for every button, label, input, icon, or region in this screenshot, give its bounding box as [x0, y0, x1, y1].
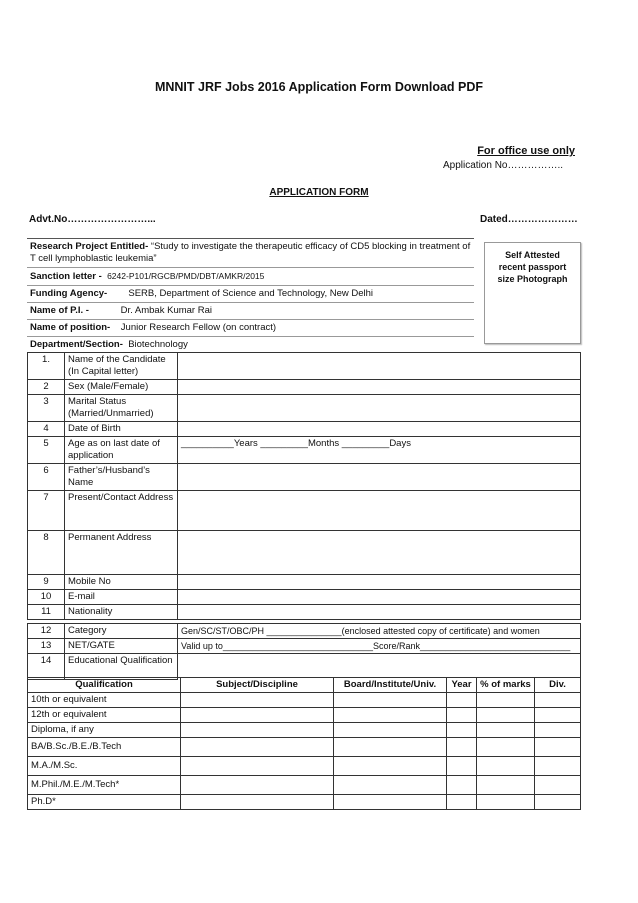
- position-name: [27, 320, 474, 337]
- table-row: [28, 708, 581, 723]
- table-cell[interactable]: [535, 795, 581, 810]
- row-number: 8: [28, 531, 65, 575]
- table-row: [28, 654, 581, 680]
- table-cell[interactable]: [181, 738, 334, 757]
- table-cell[interactable]: [535, 723, 581, 738]
- column-header: Board/Institute/Univ.: [334, 678, 447, 693]
- position-name-label: Name of position-: [30, 322, 111, 333]
- table-cell[interactable]: [535, 708, 581, 723]
- table-row: [28, 491, 581, 531]
- qualification-label: Ph.D*: [28, 795, 181, 810]
- column-header: % of marks: [477, 678, 535, 693]
- table-row: [28, 795, 581, 810]
- table-cell[interactable]: [334, 795, 447, 810]
- table-cell[interactable]: [535, 776, 581, 795]
- row-number: 6: [28, 464, 65, 491]
- table-cell[interactable]: [447, 757, 477, 776]
- nationality-field[interactable]: [178, 605, 581, 620]
- permanent-address-field[interactable]: [178, 531, 581, 575]
- field-label: Name of the Candidate (In Capital letter): [65, 353, 178, 380]
- table-cell[interactable]: [447, 693, 477, 708]
- field-label: Marital Status (Married/Unmarried): [65, 395, 178, 422]
- education-field: [178, 654, 581, 680]
- dob-field[interactable]: [178, 422, 581, 437]
- table-cell[interactable]: [181, 723, 334, 738]
- table-row: [28, 380, 581, 395]
- table-cell[interactable]: [447, 708, 477, 723]
- funding-agency-value: SERB, Department of Science and Technology, New Delhi: [128, 288, 374, 299]
- advt-number: Advt.No……………………...: [29, 214, 156, 225]
- marital-status-field[interactable]: [178, 395, 581, 422]
- table-cell[interactable]: [334, 708, 447, 723]
- column-header: Qualification: [28, 678, 181, 693]
- row-number: 9: [28, 575, 65, 590]
- table-row: [28, 575, 581, 590]
- table-cell[interactable]: [535, 738, 581, 757]
- field-label: NET/GATE: [65, 639, 178, 654]
- photo-line-2: recent passport: [498, 262, 567, 272]
- table-cell[interactable]: [477, 693, 535, 708]
- table-row: [28, 605, 581, 620]
- pi-name-value: Dr. Ambak Kumar Rai: [120, 305, 212, 316]
- table-cell[interactable]: [477, 723, 535, 738]
- table-cell[interactable]: [334, 776, 447, 795]
- sex-field[interactable]: [178, 380, 581, 395]
- row-number: 4: [28, 422, 65, 437]
- photo-line-3: size Photograph: [497, 274, 568, 284]
- table-row: [28, 437, 581, 464]
- row-number: 1.: [28, 353, 65, 380]
- table-cell[interactable]: [447, 723, 477, 738]
- table-cell[interactable]: [535, 757, 581, 776]
- table-cell[interactable]: [447, 795, 477, 810]
- table-row: [28, 757, 581, 776]
- table-row: [28, 776, 581, 795]
- pi-name-label: Name of P.I. -: [30, 305, 89, 316]
- qualification-label: 10th or equivalent: [28, 693, 181, 708]
- candidate-details-table: [27, 352, 581, 620]
- sanction-letter-value: 6242-P101/RGCB/PMD/DBT/AMKR/2015: [107, 271, 265, 281]
- row-number: 3: [28, 395, 65, 422]
- table-cell[interactable]: [477, 776, 535, 795]
- department-value: Biotechnology: [128, 339, 188, 350]
- qualification-label: M.Phil./M.E./M.Tech*: [28, 776, 181, 795]
- table-cell[interactable]: [181, 757, 334, 776]
- qualification-label: M.A./M.Sc.: [28, 757, 181, 776]
- application-number: Application No……………..: [443, 160, 564, 171]
- pi-name: [27, 303, 474, 320]
- mobile-field[interactable]: [178, 575, 581, 590]
- table-row: [28, 639, 581, 654]
- table-cell[interactable]: [181, 708, 334, 723]
- field-label: Sex (Male/Female): [65, 380, 178, 395]
- row-number: 13: [28, 639, 65, 654]
- position-name-value: Junior Research Fellow (on contract): [120, 322, 277, 333]
- row-number: 2: [28, 380, 65, 395]
- field-label: Nationality: [65, 605, 178, 620]
- row-number: 7: [28, 491, 65, 531]
- table-row: [28, 738, 581, 757]
- table-row: [28, 395, 581, 422]
- sanction-letter: [27, 268, 474, 286]
- qualification-label: 12th or equivalent: [28, 708, 181, 723]
- table-row: [28, 464, 581, 491]
- table-cell[interactable]: [477, 757, 535, 776]
- field-label: Educational Qualification: [65, 654, 178, 680]
- table-cell[interactable]: [535, 693, 581, 708]
- field-label: Permanent Address: [65, 531, 178, 575]
- candidate-name-field[interactable]: [178, 353, 581, 380]
- dated-field: Dated…………………: [480, 214, 578, 225]
- table-row: [28, 693, 581, 708]
- field-label: Age as on last date of application: [65, 437, 178, 464]
- table-cell[interactable]: [181, 776, 334, 795]
- column-header: Div.: [535, 678, 581, 693]
- table-row: [28, 422, 581, 437]
- table-cell[interactable]: [447, 776, 477, 795]
- table-cell[interactable]: [334, 723, 447, 738]
- project-entitled-label: Research Project Entitled-: [30, 241, 149, 252]
- category-table: [27, 623, 581, 680]
- column-header: Subject/Discipline: [181, 678, 334, 693]
- table-cell[interactable]: [334, 693, 447, 708]
- sanction-letter-label: Sanction letter -: [30, 271, 102, 282]
- table-cell[interactable]: [334, 757, 447, 776]
- table-cell[interactable]: [334, 738, 447, 757]
- table-cell[interactable]: [477, 795, 535, 810]
- row-number: 12: [28, 624, 65, 639]
- project-entitled-value: “Study to investigate the therapeutic efficacy of CD5 blocking in treatment of T cell lymphoblastic leukemia”: [30, 241, 471, 264]
- age-field[interactable]: __________Years _________Months _________Days: [178, 437, 581, 464]
- contact-address-field[interactable]: [178, 491, 581, 531]
- qualification-table: [27, 677, 581, 810]
- table-cell[interactable]: [477, 738, 535, 757]
- email-field[interactable]: [178, 590, 581, 605]
- table-cell[interactable]: [181, 693, 334, 708]
- field-label: E-mail: [65, 590, 178, 605]
- form-heading: APPLICATION FORM: [269, 187, 369, 198]
- table-row: [28, 723, 581, 738]
- department: [27, 337, 474, 353]
- field-label: Category: [65, 624, 178, 639]
- row-number: 14: [28, 654, 65, 680]
- column-header: Year: [447, 678, 477, 693]
- field-label: Date of Birth: [65, 422, 178, 437]
- row-number: 5: [28, 437, 65, 464]
- document-title: MNNIT JRF Jobs 2016 Application Form Download PDF: [154, 80, 484, 94]
- office-use-label: For office use only: [477, 145, 575, 157]
- qualification-label: BA/B.Sc./B.E./B.Tech: [28, 738, 181, 757]
- table-cell[interactable]: [181, 795, 334, 810]
- category-field[interactable]: Gen/SC/ST/OBC/PH _______________(enclosed attested copy of certificate) and women: [178, 624, 581, 639]
- photo-box[interactable]: [484, 242, 581, 344]
- field-label: Mobile No: [65, 575, 178, 590]
- table-row: [28, 531, 581, 575]
- father-name-field[interactable]: [178, 464, 581, 491]
- qualification-header-row: [28, 678, 581, 693]
- table-row: [28, 353, 581, 380]
- funding-agency: [27, 286, 474, 303]
- project-details: [27, 238, 474, 353]
- photo-line-1: Self Attested: [505, 250, 560, 260]
- department-label: Department/Section-: [30, 339, 123, 350]
- table-row: [28, 624, 581, 639]
- table-cell[interactable]: [447, 738, 477, 757]
- funding-agency-label: Funding Agency-: [30, 288, 108, 299]
- field-label: Present/Contact Address: [65, 491, 178, 531]
- row-number: 10: [28, 590, 65, 605]
- table-cell[interactable]: [477, 708, 535, 723]
- field-label: Father’s/Husband’s Name: [65, 464, 178, 491]
- row-number: 11: [28, 605, 65, 620]
- qualification-label: Diploma, if any: [28, 723, 181, 738]
- table-row: [28, 590, 581, 605]
- project-entitled: [27, 239, 474, 268]
- net-gate-field[interactable]: Valid up to______________________________Score/Rank______________________________: [178, 639, 581, 654]
